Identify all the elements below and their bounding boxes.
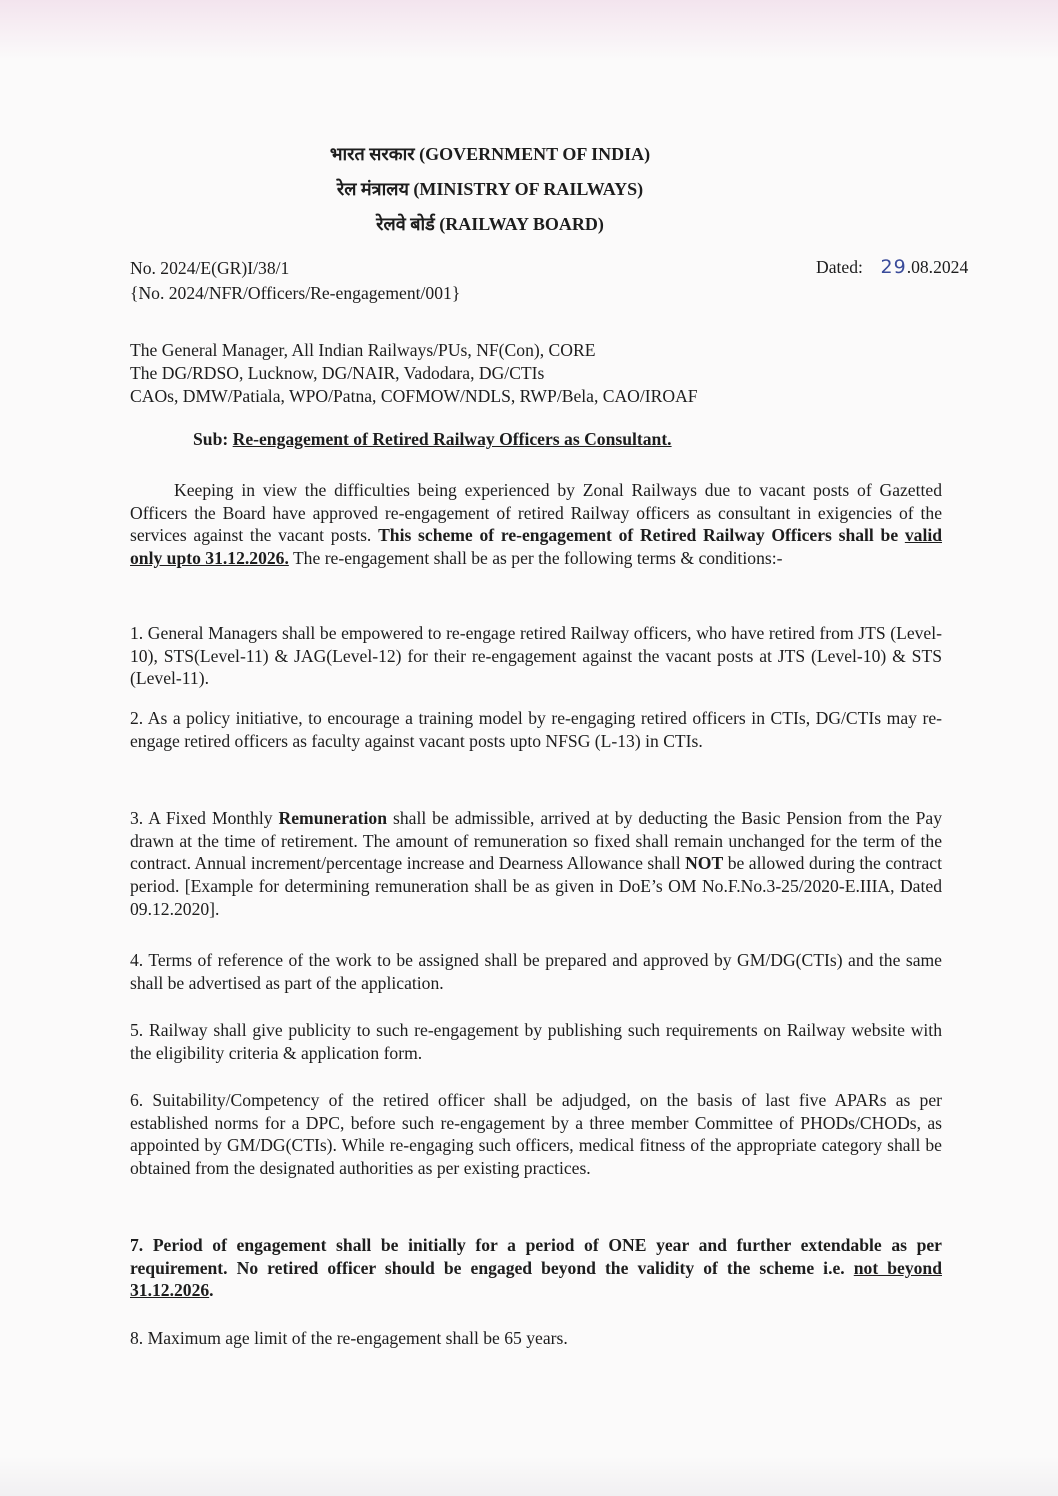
clause-5: 5. Railway shall give publicity to such re-engagement by publishing such requirements on Railway website with the eligibility criteria & application form.	[130, 1020, 942, 1063]
clause-3-text: be allowed during the contract period. [Example for determining remuneration shall be as given in DoE’s OM No.F.No.3-25/2020-E.IIIA, Dated 09.12.2020].	[130, 853, 942, 919]
dated-label: Dated:	[816, 257, 863, 277]
header-government: भारत सरकार (GOVERNMENT OF INDIA)	[329, 144, 651, 164]
validity-date: valid only upto 31.12.2026.	[130, 525, 942, 569]
addressee-line: CAOs, DMW/Patiala, WPO/Patna, COFMOW/NDLS, RWP/Bela, CAO/IROAF	[130, 386, 698, 406]
addressee-line: The General Manager, All Indian Railways/PUs, NF(Con), CORE	[130, 340, 596, 360]
clause-3	[130, 807, 942, 921]
clause-7-text: 7. Period of engagement shall be initially for a period of ONE year and further extendable as per requirement. No retired officer should be engaged beyond the validity of the scheme i.e.	[130, 1235, 942, 1278]
subject-text: Re-engagement of Retired Railway Officers as Consultant.	[232, 429, 672, 449]
scan-bottom-band	[0, 1456, 1058, 1496]
clause-8: 8. Maximum age limit of the re-engagement shall be 65 years.	[130, 1328, 568, 1348]
remuneration-bold: Remuneration	[278, 808, 388, 828]
clause-7-end: .	[209, 1280, 214, 1301]
date-month-year: .08.2024	[906, 257, 969, 277]
intro-paragraph	[130, 479, 942, 570]
handwritten-day: 29	[880, 256, 907, 278]
letter-date	[816, 256, 968, 278]
header-board: रेलवे बोर्ड (RAILWAY BOARD)	[376, 214, 604, 234]
letter-sub-number: {No. 2024/NFR/Officers/Re-engagement/001}	[130, 283, 461, 303]
clause-1: 1. General Managers shall be empowered to re-engage retired Railway officers, who have retired from JTS (Level-10), STS(Level-11) & JAG(Level-12) for their re-engagement against the vacant posts at JTS (Level-10) & STS (Level-11).	[130, 623, 942, 689]
letter-number: No. 2024/E(GR)I/38/1	[130, 258, 290, 278]
clause-3-text: 3. A Fixed Monthly	[130, 808, 279, 828]
scan-top-band	[0, 0, 1058, 60]
header-ministry: रेल मंत्रालय (MINISTRY OF RAILWAYS)	[336, 179, 644, 199]
intro-text: Keeping in view the difficulties being experienced by Zonal Railways due to vacant posts of Gazetted Officers the Board have approved re-engagement of retired Railway officers as consultant in exigencies of the services against the vacant posts.	[130, 480, 942, 546]
not-bold: NOT	[685, 853, 724, 874]
clause-2: 2. As a policy initiative, to encourage a training model by re-engaging retired officers in CTIs, DG/CTIs may re-engage retired officers as faculty against vacant posts upto NFSG (L-13) in CTIs.	[130, 708, 942, 751]
clause-4: 4. Terms of reference of the work to be assigned shall be prepared and approved by GM/DG(CTIs) and the same shall be advertised as part of the application.	[130, 950, 942, 993]
clause-3-text: shall be admissible, arrived at by deducting the Basic Pension from the Pay drawn at the time of retirement. The amount of remuneration so fixed shall remain unchanged for the term of the contract. Annual increment/percentage increase and Dearness Allowance shall	[130, 808, 942, 874]
clause-6: 6. Suitability/Competency of the retired officer shall be adjudged, on the basis of last five APARs as per established norms for a DPC, before such re-engagement by a three member Committee of PHODs/CHODs, as appointed by GM/DG(CTIs). While re-engaging such officers, medical fitness of the appropriate category shall be obtained from the designated authorities as per existing practices.	[130, 1090, 942, 1179]
clause-7	[130, 1234, 942, 1302]
subject-line	[193, 429, 672, 450]
addressee-line: The DG/RDSO, Lucknow, DG/NAIR, Vadodara, DG/CTIs	[130, 363, 545, 383]
intro-bold: This scheme of re-engagement of Retired Railway Officers shall be	[378, 525, 905, 546]
intro-text-end: The re-engagement shall be as per the following terms & conditions:-	[288, 548, 783, 569]
clause-7-date: not beyond 31.12.2026	[130, 1257, 942, 1301]
subject-label: Sub:	[193, 429, 233, 449]
